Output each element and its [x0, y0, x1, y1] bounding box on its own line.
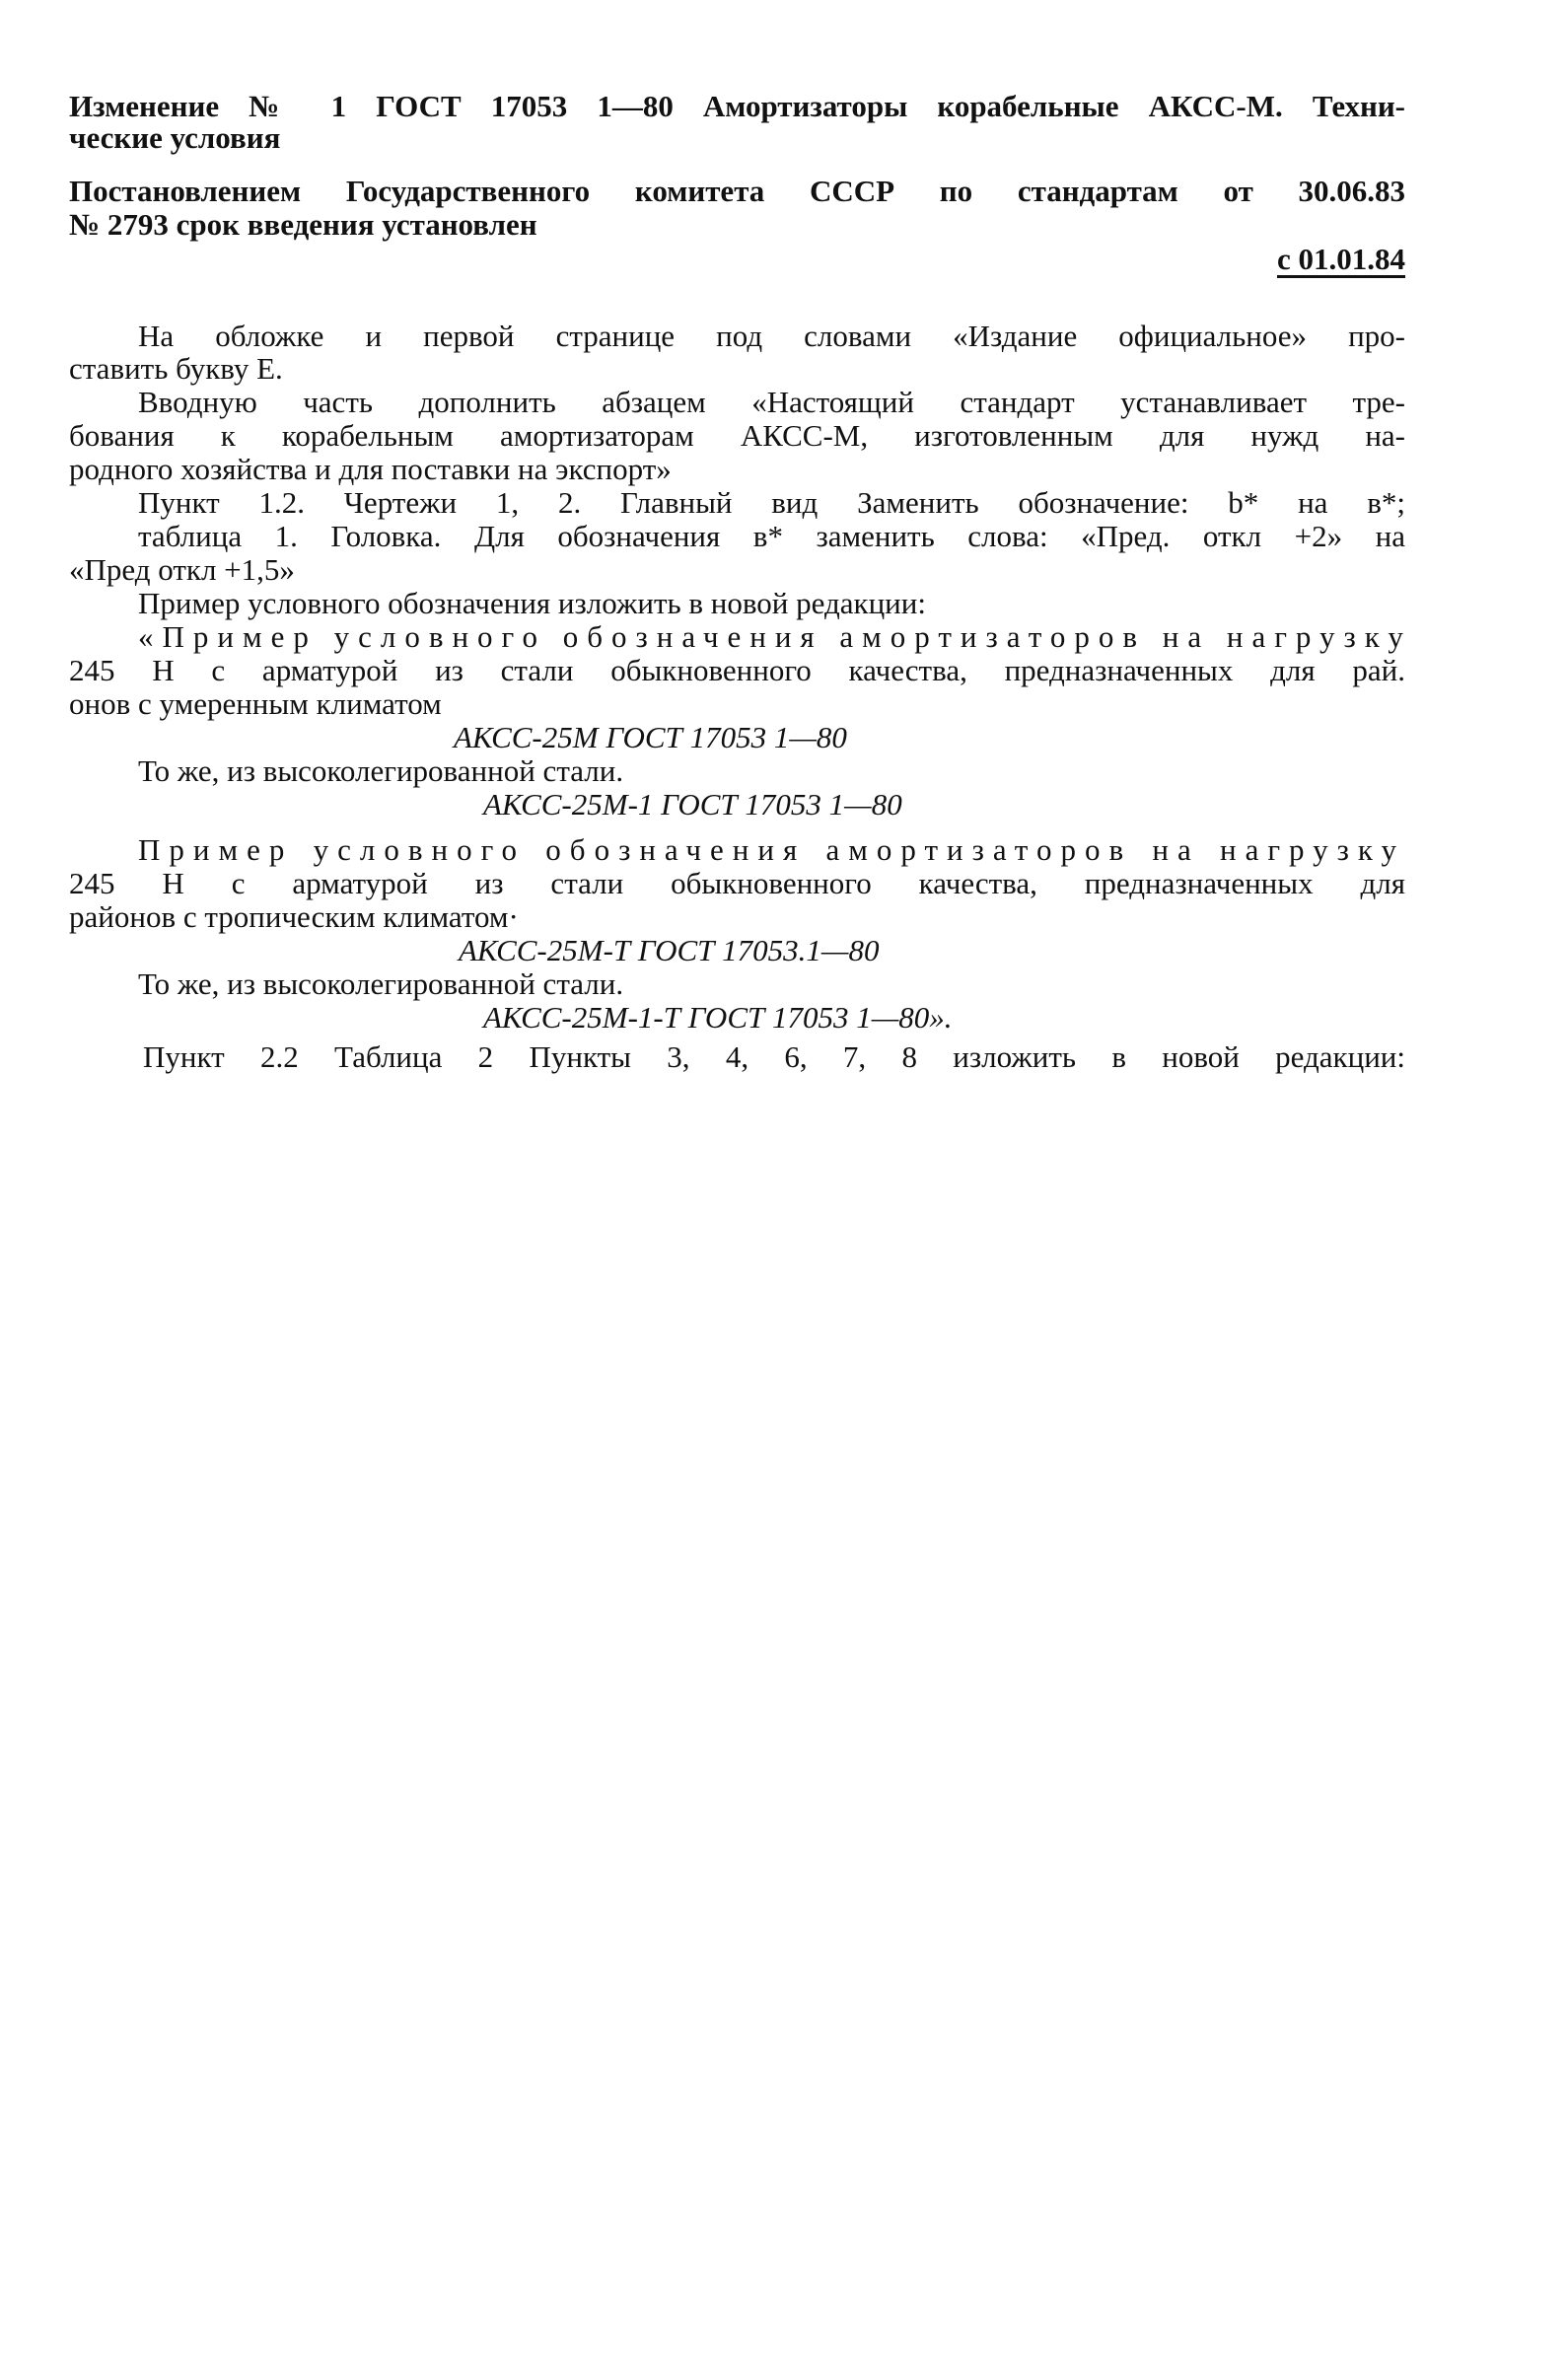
body-line-1: На обложке и первой странице под словами «Издание официальное» про-: [138, 319, 1405, 353]
body-line-14: То же, из высоколегированной стали.: [138, 753, 624, 788]
amendment-title-line-1: Изменение № 1 ГОСТ 17053 1—80 Амортизаторы корабельные АКСС-М. Техни-: [69, 89, 1405, 123]
body-line-18: районов с тропическим климатом·: [69, 899, 519, 934]
amendment-title-line-2: ческие условия: [69, 120, 281, 155]
body-line-6: Пункт 1.2. Чертежи 1, 2. Главный вид Заменить обозначение: b* на в*;: [138, 485, 1405, 520]
body-line-11: 245 Н с арматурой из стали обыкновенного качества, предназначенных для рай.: [69, 653, 1405, 687]
body-line-12: онов с умеренным климатом: [69, 686, 442, 721]
designation-example-4: АКСС-25М-1-Т ГОСТ 17053 1—80».: [483, 1000, 953, 1035]
body-line-10: «Пример условного обозначения амортизаторов на нагрузку: [138, 619, 1412, 654]
body-line-2: ставить букву Е.: [69, 351, 283, 386]
body-line-16: Пример условного обозначения амортизаторов на нагрузку: [138, 832, 1405, 867]
body-line-3: Вводную часть дополнить абзацем «Настоящий стандарт устанавливает тре-: [138, 385, 1405, 419]
body-line-20: То же, из высоколегированной стали.: [138, 966, 624, 1001]
body-line-8: «Пред откл +1,5»: [69, 552, 295, 587]
body-line-17: 245 Н с арматурой из стали обыкновенного качества, предназначенных для: [69, 866, 1405, 900]
decree-line-1: Постановлением Государственного комитета СССР по стандартам от 30.06.83: [69, 174, 1405, 208]
body-line-22: Пункт 2.2 Таблица 2 Пункты 3, 4, 6, 7, 8 изложить в новой редакции:: [143, 1039, 1405, 1074]
decree-line-2: № 2793 срок введения установлен: [69, 207, 537, 242]
body-line-4: бования к корабельным амортизаторам АКСС-М, изготовленным для нужд на-: [69, 418, 1405, 453]
body-line-5: родного хозяйства и для поставки на экспорт»: [69, 452, 672, 486]
effective-date: с 01.01.84: [1276, 242, 1405, 276]
designation-example-3: АКСС-25М-Т ГОСТ 17053.1—80: [459, 933, 880, 967]
body-line-9: Пример условного обозначения изложить в новой редакции:: [138, 586, 926, 620]
body-line-7: таблица 1. Головка. Для обозначения в* заменить слова: «Пред. откл +2» на: [138, 519, 1405, 553]
designation-example-1: АКСС-25М ГОСТ 17053 1—80: [454, 720, 847, 754]
designation-example-2: АКСС-25М-1 ГОСТ 17053 1—80: [483, 787, 902, 821]
